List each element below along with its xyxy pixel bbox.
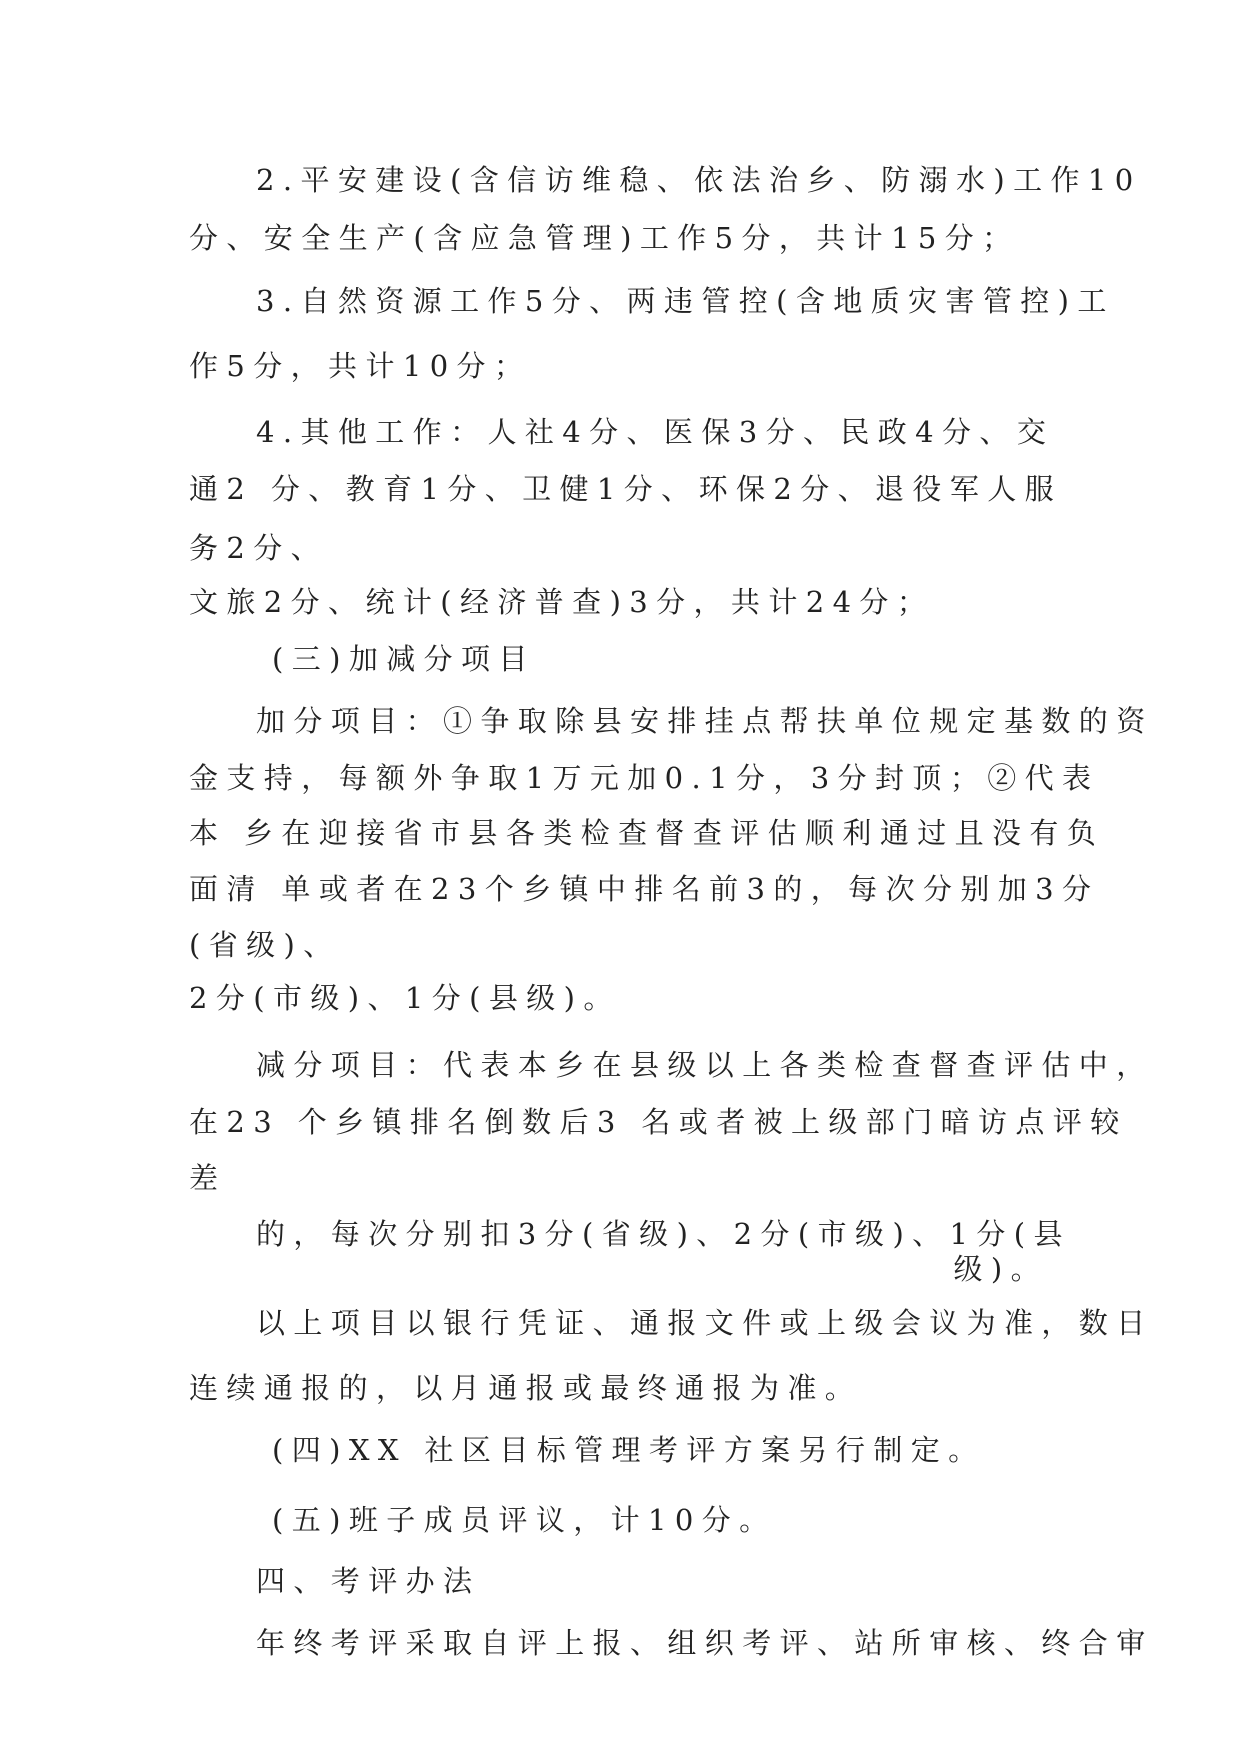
paragraph-line: 的，每次分别扣3分(省级)、2分(市级)、1分(县 xyxy=(256,1217,1071,1251)
section-heading: (三)加减分项目 xyxy=(272,642,536,676)
paragraph-line: 分、安全生产(含应急管理)工作5分，共计15分； xyxy=(189,221,1020,255)
paragraph-line: 级)。 xyxy=(953,1252,1048,1286)
paragraph-line: 在23 个乡镇排名倒数后3 名或者被上级部门暗访点评较 xyxy=(189,1105,1128,1139)
section-heading: 四、考评办法 xyxy=(256,1564,481,1598)
paragraph-line: 文旅2分、统计(经济普查)3分，共计24分； xyxy=(189,585,935,619)
paragraph-line: 通2 分、教育1分、卫健1分、环保2分、退役军人服 xyxy=(189,472,1063,506)
paragraph-line: 面清 单或者在23个乡镇中排名前3的，每次分别加3分 xyxy=(189,872,1100,906)
paragraph-line: 连续通报的，以月通报或最终通报为准。 xyxy=(189,1371,863,1405)
paragraph-line: 以上项目以银行凭证、通报文件或上级会议为准，数日 xyxy=(256,1306,1154,1340)
paragraph-line: 金支持，每额外争取1万元加0.1分，3分封顶；②代表 xyxy=(189,761,1100,795)
paragraph-line: 加分项目：①争取除县安排挂点帮扶单位规定基数的资 xyxy=(256,704,1154,738)
paragraph-line: 本 乡在迎接省市县各类检查督查评估顺利通过且没有负 xyxy=(189,816,1105,850)
paragraph-line: 年终考评采取自评上报、组织考评、站所审核、终合审 xyxy=(256,1626,1154,1660)
paragraph-line: 4.其他工作：人社4分、医保3分、民政4分、交 xyxy=(256,415,1055,449)
paragraph-line: 2分(市级)、1分(县级)。 xyxy=(189,981,621,1015)
paragraph-line: 作5分，共计10分； xyxy=(189,349,532,383)
paragraph-line: (五)班子成员评议，计10分。 xyxy=(272,1503,777,1537)
paragraph-line: (四)XX 社区目标管理考评方案另行制定。 xyxy=(272,1433,986,1467)
paragraph-line: 差 xyxy=(189,1161,227,1195)
paragraph-line: (省级)、 xyxy=(189,928,341,962)
paragraph-line: 减分项目：代表本乡在县级以上各类检查督查评估中， xyxy=(256,1048,1154,1082)
paragraph-line: 3.自然资源工作5分、两违管控(含地质灾害管控)工 xyxy=(256,284,1115,318)
paragraph-line: 务2分、 xyxy=(189,531,329,565)
paragraph-line: 2.平安建设(含信访维稳、依法治乡、防溺水)工作10 xyxy=(256,163,1142,197)
